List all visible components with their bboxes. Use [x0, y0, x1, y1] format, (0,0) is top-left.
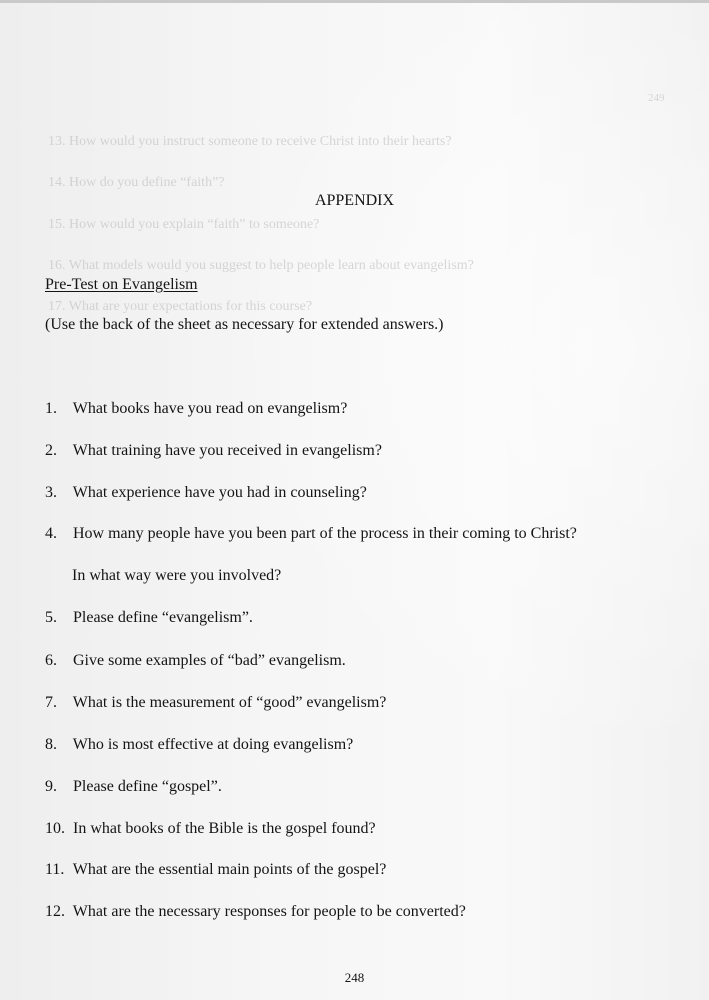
question-text: How many people have you been part of the process in their coming to Christ? [73, 525, 577, 542]
bleed-through-line: 15. How would you explain “faith” to someone? [48, 217, 320, 232]
question-text: In what books of the Bible is the gospel found? [73, 820, 376, 837]
question-item [45, 861, 386, 879]
question-item [45, 400, 347, 418]
question-text: What books have you read on evangelism? [72, 400, 348, 417]
question-item [45, 778, 222, 796]
question-subitem [72, 567, 281, 585]
question-text: What is the measurement of “good” evangelism? [72, 694, 387, 711]
question-number: 9. [45, 778, 57, 795]
question-number: 12. [45, 903, 65, 920]
question-number: 5. [45, 609, 57, 626]
question-text: Give some examples of “bad” evangelism. [73, 652, 346, 669]
question-text: Please define “evangelism”. [73, 609, 253, 626]
bleed-through-line: 13. How would you instruct someone to receive Christ into their hearts? [48, 134, 452, 149]
question-number: 3. [45, 484, 57, 501]
question-text: What are the necessary responses for people to be converted? [72, 903, 466, 920]
question-item [45, 736, 353, 754]
question-text: Who is most effective at doing evangelism? [72, 736, 354, 753]
question-text: In what way were you involved? [72, 567, 282, 584]
question-item [45, 525, 577, 543]
question-number: 10. [45, 820, 65, 837]
question-item [45, 820, 376, 838]
question-item [45, 903, 466, 921]
page-top-edge [0, 0, 709, 3]
bleed-through-line: 17. What are your expectations for this course? [48, 299, 313, 314]
section-title: Pre-Test on Evangelism [45, 276, 198, 293]
question-item [45, 484, 367, 502]
question-item [45, 652, 346, 670]
bleed-through-page-number: 249 [648, 92, 665, 104]
question-number: 11. [45, 861, 65, 878]
page-number: 248 [344, 970, 365, 985]
question-number: 7. [45, 694, 57, 711]
question-number: 6. [45, 652, 57, 669]
question-number: 8. [45, 736, 57, 753]
question-item [45, 609, 253, 627]
question-text: What are the essential main points of the gospel? [72, 861, 387, 878]
question-item [45, 694, 386, 712]
question-number: 1. [45, 400, 57, 417]
question-item [45, 442, 382, 460]
instructions-text: (Use the back of the sheet as necessary for extended answers.) [45, 316, 444, 333]
question-number: 4. [45, 525, 57, 542]
question-number: 2. [45, 442, 57, 459]
question-text: Please define “gospel”. [73, 778, 222, 795]
bleed-through-line: 16. What models would you suggest to help people learn about evangelism? [48, 258, 474, 273]
appendix-heading: APPENDIX [314, 192, 395, 209]
question-text: What training have you received in evangelism? [72, 442, 382, 459]
bleed-through-line: 14. How do you define “faith”? [48, 175, 225, 190]
question-text: What experience have you had in counseling? [72, 484, 367, 501]
